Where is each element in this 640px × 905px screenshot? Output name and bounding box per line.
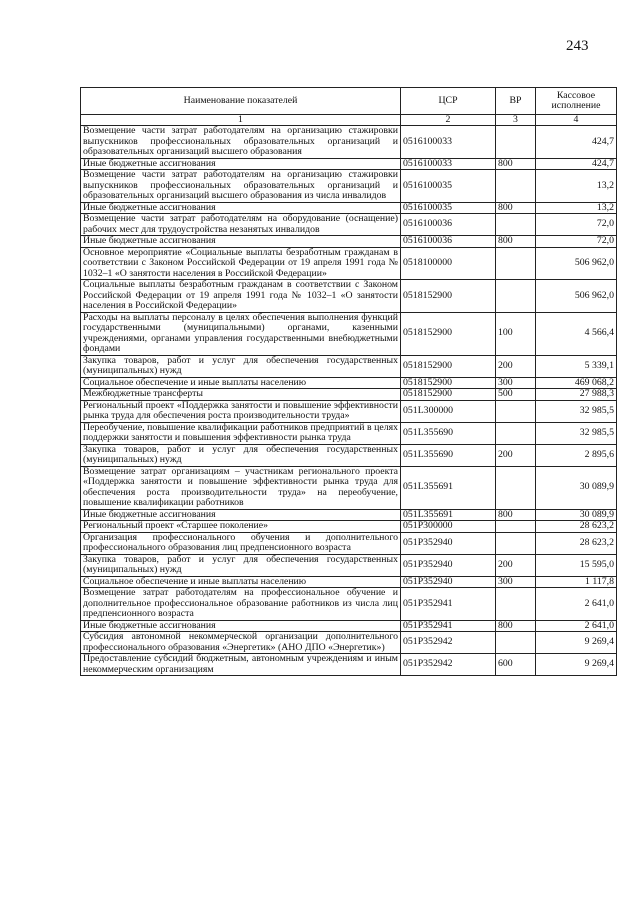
budget-execution-table [80, 87, 617, 676]
column-number: 4 [536, 115, 617, 126]
row-amount-cell: 30 089,9 [536, 466, 617, 509]
row-vr-cell: 200 [496, 444, 536, 466]
header-csr: ЦСР [401, 88, 496, 115]
row-amount-cell: 15 595,0 [536, 554, 617, 576]
row-csr-cell: 0518100000 [401, 247, 496, 280]
row-vr-cell [496, 466, 536, 509]
row-amount-cell: 28 623,2 [536, 532, 617, 554]
row-csr-cell: 051P352941 [401, 620, 496, 632]
table-row [81, 170, 617, 203]
row-name-cell: Организация профессионального обучения и дополнительного профессионального образования лиц предпенсионного возраста [81, 532, 401, 554]
row-name-cell: Предоставление субсидий бюджетным, автономным учреждениям и иным некоммерческим организациям [81, 654, 401, 676]
row-name-cell: Субсидия автономной некоммерческой организации дополнительного профессионального образования «Энергетик» (АНО ДПО «Энергетик») [81, 632, 401, 654]
row-csr-cell: 051P352942 [401, 654, 496, 676]
row-name-cell: Возмещение части затрат работодателям на организацию стажировки выпускников профессиональных образовательных организаций и образовательных организаций высшего образования [81, 126, 401, 159]
table-row [81, 654, 617, 676]
table-row [81, 126, 617, 159]
table-row [81, 280, 617, 313]
row-amount-cell: 506 962,0 [536, 280, 617, 313]
header-cash-execution: Кассовое исполнение [536, 88, 617, 115]
row-amount-cell: 28 623,2 [536, 521, 617, 533]
column-number: 1 [81, 115, 401, 126]
row-vr-cell: 800 [496, 236, 536, 248]
row-vr-cell: 100 [496, 312, 536, 355]
row-name-cell: Основное мероприятие «Социальные выплаты безработным гражданам в соответствии с Законом Российской Федерации от 19 апреля 1991 года № 1032–1 «О занятости населения в Российской Федерации» [81, 247, 401, 280]
row-amount-cell: 9 269,4 [536, 632, 617, 654]
row-csr-cell: 051P300000 [401, 521, 496, 533]
table-row [81, 588, 617, 621]
row-amount-cell: 5 339,1 [536, 355, 617, 377]
table-row [81, 554, 617, 576]
row-name-cell: Расходы на выплаты персоналу в целях обеспечения выполнения функций государственными (муниципальными) органами, казенными учреждениями, органами управления государственными внебюджетными фондами [81, 312, 401, 355]
table-row [81, 466, 617, 509]
table-row [81, 509, 617, 521]
row-amount-cell: 2 641,0 [536, 588, 617, 621]
row-vr-cell [496, 247, 536, 280]
row-vr-cell: 800 [496, 620, 536, 632]
row-csr-cell: 051P352940 [401, 554, 496, 576]
header-vr: ВР [496, 88, 536, 115]
row-csr-cell: 0516100036 [401, 214, 496, 236]
table-row [81, 632, 617, 654]
row-name-cell: Возмещение части затрат работодателям на оборудование (оснащение) рабочих мест для трудоустройства незанятых инвалидов [81, 214, 401, 236]
row-name-cell: Возмещение части затрат работодателям на организацию стажировки выпускников профессиональных образовательных организаций и образовательных организаций высшего образования из числа инвалидов [81, 170, 401, 203]
row-csr-cell: 051L355690 [401, 444, 496, 466]
row-vr-cell [496, 532, 536, 554]
row-vr-cell [496, 521, 536, 533]
row-amount-cell: 2 641,0 [536, 620, 617, 632]
row-vr-cell: 800 [496, 202, 536, 214]
row-amount-cell: 506 962,0 [536, 247, 617, 280]
table-row [81, 247, 617, 280]
row-amount-cell: 2 895,6 [536, 444, 617, 466]
row-vr-cell: 500 [496, 389, 536, 401]
row-name-cell: Иные бюджетные ассигнования [81, 509, 401, 521]
row-vr-cell: 800 [496, 509, 536, 521]
row-vr-cell: 800 [496, 158, 536, 170]
row-amount-cell: 13,2 [536, 202, 617, 214]
table-row [81, 400, 617, 422]
row-amount-cell: 4 566,4 [536, 312, 617, 355]
row-name-cell: Переобучение, повышение квалификации работников предприятий в целях поддержки занятости и повышения эффективности рынка труда [81, 422, 401, 444]
table-row [81, 202, 617, 214]
row-csr-cell: 0516100033 [401, 158, 496, 170]
row-name-cell: Иные бюджетные ассигнования [81, 158, 401, 170]
row-csr-cell: 0518152900 [401, 389, 496, 401]
table-row [81, 377, 617, 389]
row-vr-cell: 200 [496, 554, 536, 576]
row-name-cell: Закупка товаров, работ и услуг для обеспечения государственных (муниципальных) нужд [81, 355, 401, 377]
row-csr-cell: 051P352940 [401, 532, 496, 554]
table-row [81, 532, 617, 554]
row-name-cell: Межбюджетные трансферты [81, 389, 401, 401]
row-amount-cell: 32 985,5 [536, 400, 617, 422]
row-amount-cell: 1 117,8 [536, 576, 617, 588]
row-vr-cell [496, 214, 536, 236]
row-amount-cell: 27 988,3 [536, 389, 617, 401]
row-csr-cell: 051L355691 [401, 466, 496, 509]
header-indicator-name: Наименование показателей [81, 88, 401, 115]
row-name-cell: Социальное обеспечение и иные выплаты населению [81, 576, 401, 588]
row-amount-cell: 30 089,9 [536, 509, 617, 521]
row-name-cell: Иные бюджетные ассигнования [81, 202, 401, 214]
page-number: 243 [566, 38, 589, 54]
column-number: 3 [496, 115, 536, 126]
table-row [81, 236, 617, 248]
row-amount-cell: 424,7 [536, 158, 617, 170]
row-csr-cell: 0518152900 [401, 377, 496, 389]
row-csr-cell: 051P352941 [401, 588, 496, 621]
row-name-cell: Возмещение затрат организациям – участникам регионального проекта «Поддержка занятости и повышение эффективности рынка труда для обеспечения роста производительности труда» на переобучение, повышение квалификации работников [81, 466, 401, 509]
row-csr-cell: 0518152900 [401, 355, 496, 377]
row-name-cell: Региональный проект «Поддержка занятости и повышение эффективности рынка труда для обеспечения роста производительности труда» [81, 400, 401, 422]
row-csr-cell: 051L355690 [401, 422, 496, 444]
row-csr-cell: 0516100035 [401, 202, 496, 214]
table-row [81, 158, 617, 170]
row-csr-cell: 0518152900 [401, 280, 496, 313]
row-amount-cell: 469 068,2 [536, 377, 617, 389]
row-name-cell: Закупка товаров, работ и услуг для обеспечения государственных (муниципальных) нужд [81, 444, 401, 466]
row-vr-cell [496, 126, 536, 159]
table-row [81, 620, 617, 632]
row-name-cell: Иные бюджетные ассигнования [81, 620, 401, 632]
row-name-cell: Социальное обеспечение и иные выплаты населению [81, 377, 401, 389]
row-name-cell: Закупка товаров, работ и услуг для обеспечения государственных (муниципальных) нужд [81, 554, 401, 576]
row-csr-cell: 0518152900 [401, 312, 496, 355]
row-csr-cell: 0516100036 [401, 236, 496, 248]
table-row [81, 422, 617, 444]
table-body [81, 126, 617, 676]
row-amount-cell: 32 985,5 [536, 422, 617, 444]
table-row [81, 312, 617, 355]
row-vr-cell [496, 632, 536, 654]
table-row [81, 214, 617, 236]
row-amount-cell: 72,0 [536, 214, 617, 236]
row-csr-cell: 0516100035 [401, 170, 496, 203]
column-number-row [81, 115, 617, 126]
row-name-cell: Социальные выплаты безработным гражданам в соответствии с Законом Российской Федерации от 19 апреля 1991 года № 1032–1 «О занятости населения в Российской Федерации» [81, 280, 401, 313]
row-name-cell: Региональный проект «Старшее поколение» [81, 521, 401, 533]
table-row [81, 576, 617, 588]
row-vr-cell [496, 400, 536, 422]
row-csr-cell: 0516100033 [401, 126, 496, 159]
row-amount-cell: 13,2 [536, 170, 617, 203]
column-number: 2 [401, 115, 496, 126]
table-row [81, 355, 617, 377]
row-amount-cell: 9 269,4 [536, 654, 617, 676]
table-row [81, 444, 617, 466]
row-vr-cell [496, 588, 536, 621]
row-vr-cell [496, 170, 536, 203]
row-name-cell: Возмещение затрат работодателям на профессиональное обучение и дополнительное профессиональное образование работников из числа лиц предпенсионного возраста [81, 588, 401, 621]
row-vr-cell: 300 [496, 377, 536, 389]
row-csr-cell: 051L300000 [401, 400, 496, 422]
row-amount-cell: 72,0 [536, 236, 617, 248]
row-csr-cell: 051L355691 [401, 509, 496, 521]
table-header-row [81, 88, 617, 115]
table-row [81, 521, 617, 533]
row-vr-cell [496, 280, 536, 313]
row-vr-cell: 200 [496, 355, 536, 377]
row-amount-cell: 424,7 [536, 126, 617, 159]
row-csr-cell: 051P352940 [401, 576, 496, 588]
row-vr-cell: 600 [496, 654, 536, 676]
row-csr-cell: 051P352942 [401, 632, 496, 654]
row-vr-cell [496, 422, 536, 444]
row-name-cell: Иные бюджетные ассигнования [81, 236, 401, 248]
row-vr-cell: 300 [496, 576, 536, 588]
table-row [81, 389, 617, 401]
